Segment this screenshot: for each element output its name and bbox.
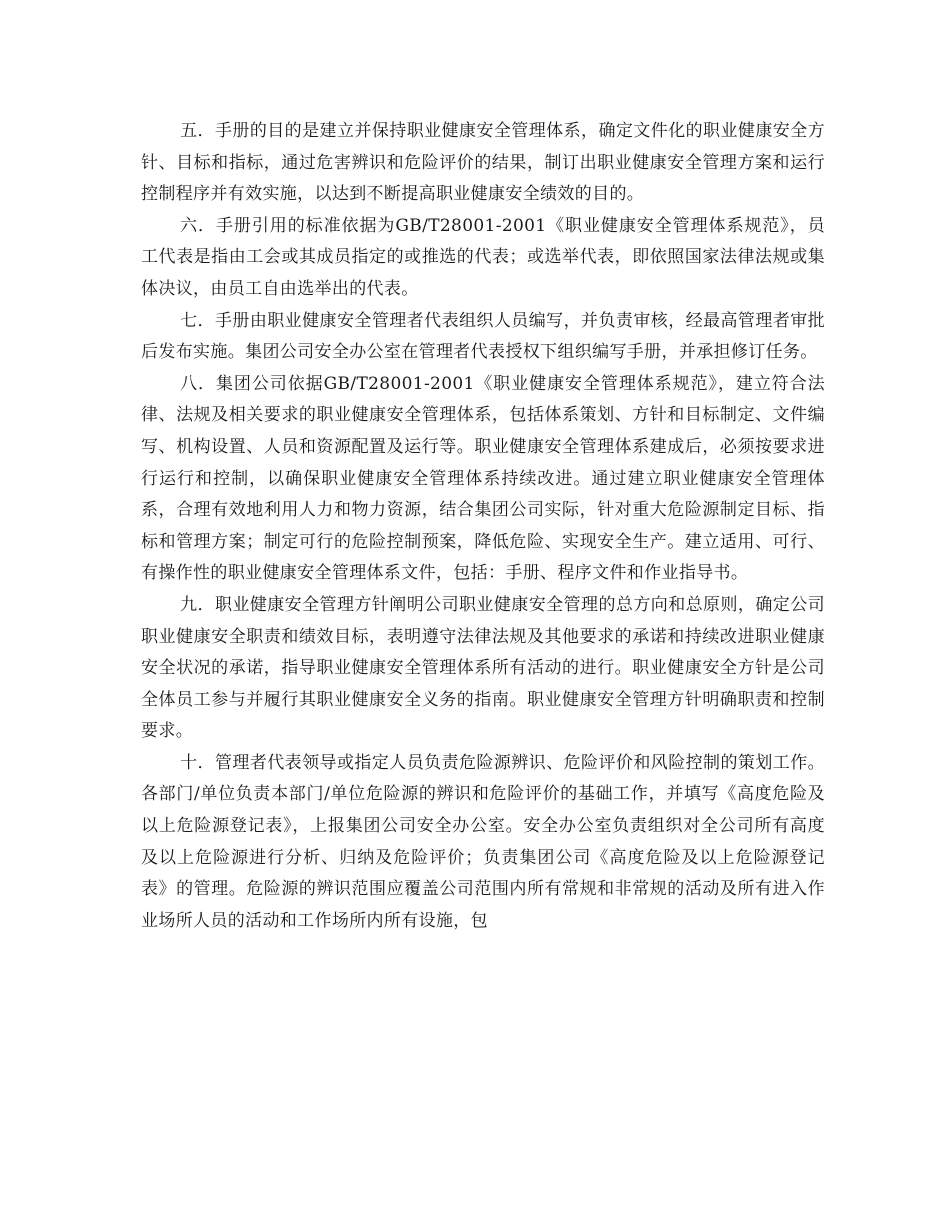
paragraph-6: 六．手册引用的标准依据为GB/T28001-2001《职业健康安全管理体系规范》，员工代表是指由工会或其成员指定的或推选的代表；或选举代表，即依照国家法律法规或集体决议，由员工自由选举出的代表。 [141,215,825,299]
paragraph-10: 十．管理者代表领导或指定人员负责危险源辨识、危险评价和风险控制的策划工作。各部门/单位负责本部门/单位危险源的辨识和危险评价的基础工作，并填写《高度危险及以上危险源登记表》，上报集团公司安全办公室。安全办公室负责组织对全公司所有高度及以上危险源进行分析、归纳及危险评价；负责集团公司《高度危险及以上危险源登记表》的管理。危险源的辨识范围应覆盖公司范围内所有常规和非常规的活动及所有进入作业场所人员的活动和工作场所内所有设施，包 [141,752,825,931]
document-body [141,116,825,937]
paragraph-8: 八．集团公司依据GB/T28001-2001《职业健康安全管理体系规范》，建立符合法律、法规及相关要求的职业健康安全管理体系，包括体系策划、方针和目标制定、文件编写、机构设置、人员和资源配置及运行等。职业健康安全管理体系建成后，必须按要求进行运行和控制，以确保职业健康安全管理体系持续改进。通过建立职业健康安全管理体系，合理有效地利用人力和物力资源，结合集团公司实际，针对重大危险源制定目标、指标和管理方案；制定可行的危险控制预案，降低危险、实现安全生产。建立适用、可行、有操作性的职业健康安全管理体系文件，包括：手册、程序文件和作业指导书。 [141,373,825,584]
paragraph-9: 九．职业健康安全管理方针阐明公司职业健康安全管理的总方向和总原则，确定公司职业健康安全职责和绩效目标，表明遵守法律法规及其他要求的承诺和持续改进职业健康安全状况的承诺，指导职业健康安全管理体系所有活动的进行。职业健康安全方针是公司全体员工参与并履行其职业健康安全义务的指南。职业健康安全管理方针明确职责和控制要求。 [141,594,825,742]
paragraph-5: 五．手册的目的是建立并保持职业健康安全管理体系，确定文件化的职业健康安全方针、目标和指标，通过危害辨识和危险评价的结果，制订出职业健康安全管理方案和运行控制程序并有效实施，以达到不断提高职业健康安全绩效的目的。 [141,121,825,205]
paragraph-7: 七．手册由职业健康安全管理者代表组织人员编写，并负责审核，经最高管理者审批后发布实施。集团公司安全办公室在管理者代表授权下组织编写手册，并承担修订任务。 [141,310,825,363]
